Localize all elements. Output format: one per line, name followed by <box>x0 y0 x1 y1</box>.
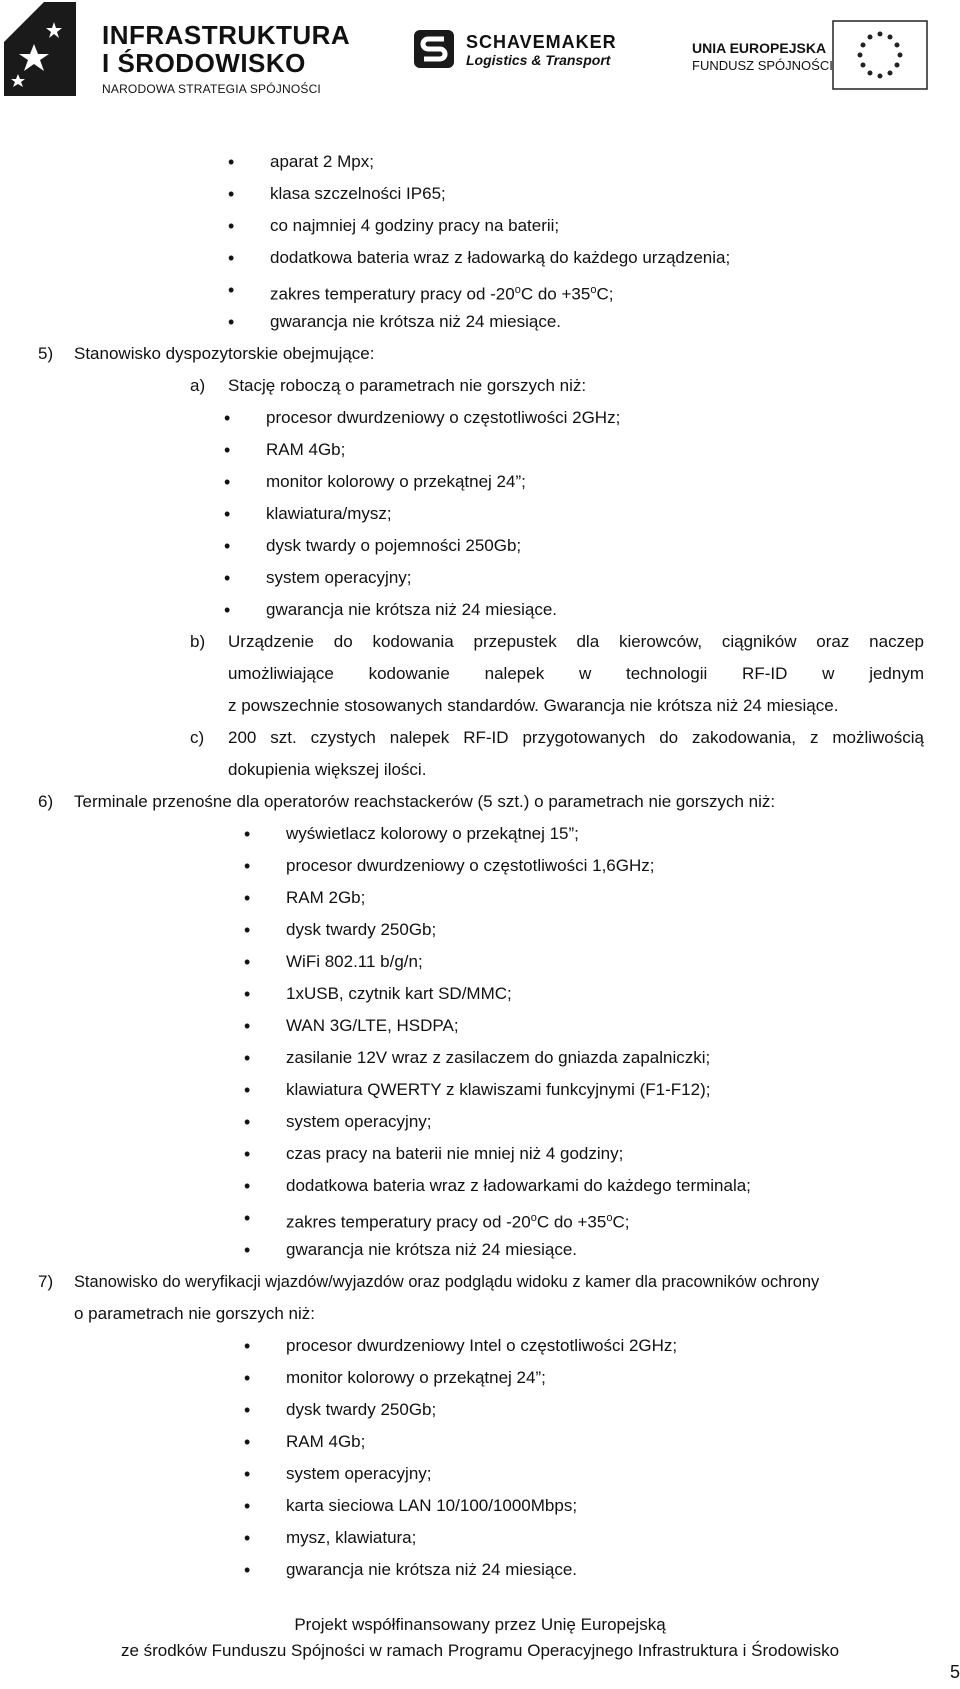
list-item: • klawiatura/mysz; <box>266 498 392 530</box>
temp-mid: C do +35 <box>536 1212 607 1232</box>
section-title: Terminale przenośne dla operatorów reachstackerów (5 szt.) o parametrach nie gorszych niż: <box>74 792 776 811</box>
eu-line-2: FUNDUSZ SPÓJNOŚCI <box>692 58 833 73</box>
temp-mid: C do +35 <box>520 284 591 304</box>
eu-logo <box>692 20 942 92</box>
list-item: • procesor dwurdzeniowy o częstotliwości 2GHz; <box>266 402 620 434</box>
temp-end: C; <box>612 1212 630 1232</box>
temp-start: zakres temperatury pracy od -20 <box>270 284 515 304</box>
list-item: • RAM 2Gb; <box>286 882 365 914</box>
list-item: • klawiatura QWERTY z klawiszami funkcyjnymi (F1-F12); <box>286 1074 710 1106</box>
list-item: • dodatkowa bateria wraz z ładowarkami do każdego terminala; <box>286 1170 751 1202</box>
infrastruktura-logo <box>4 2 351 98</box>
list-item: • system operacyjny; <box>286 1458 432 1490</box>
page-footer <box>0 1612 960 1664</box>
page-number: 5 <box>949 1662 960 1682</box>
subsection-label: c) <box>190 728 205 747</box>
list-item: • procesor dwurdzeniowy o częstotliwości 1,6GHz; <box>286 850 654 882</box>
list-item: • zasilanie 12V wraz z zasilaczem do gniazda zapalniczki; <box>286 1042 710 1074</box>
temp-end: C; <box>596 284 614 304</box>
list-item: • gwarancja nie krótsza niż 24 miesiące. <box>286 1234 577 1266</box>
list-item: • gwarancja nie krótsza niż 24 miesiące. <box>286 1554 577 1586</box>
temp-sup: o <box>606 1212 613 1224</box>
section-number: 5) <box>38 344 54 363</box>
list-item: • gwarancja nie krótsza niż 24 miesiące. <box>270 306 561 338</box>
list-item: • procesor dwurdzeniowy Intel o częstotliwości 2GHz; <box>286 1330 677 1362</box>
section-number: 6) <box>38 792 54 811</box>
eu-stars-flag-icon <box>832 20 928 90</box>
list-item: • dysk twardy 250Gb; <box>286 1394 436 1426</box>
eu-line-1: UNIA EUROPEJSKA <box>692 40 827 56</box>
logo-line-2: I ŚRODOWISKO <box>102 48 306 78</box>
list-item: • system operacyjny; <box>286 1106 432 1138</box>
temp-sup: o <box>530 1212 537 1224</box>
schavemaker-tagline: Logistics & Transport <box>466 52 611 68</box>
list-item: • WiFi 802.11 b/g/n; <box>286 946 423 978</box>
footer-line-2: ze środków Funduszu Spójności w ramach Programu Operacyjnego Infrastruktura i Środowisko <box>120 1641 840 1660</box>
section-title: Stanowisko dyspozytorskie obejmujące: <box>74 344 375 363</box>
footer-line-1: Projekt współfinansowany przez Unię Europejską <box>294 1615 666 1634</box>
schavemaker-name: SCHAVEMAKER <box>466 32 617 52</box>
list-item: • dodatkowa bateria wraz z ładowarką do każdego urządzenia; <box>270 242 730 274</box>
list-item: • monitor kolorowy o przekątnej 24”; <box>266 466 526 498</box>
list-item: • dysk twardy o pojemności 250Gb; <box>266 530 521 562</box>
paragraph-line: dokupienia większej ilości. <box>228 760 427 779</box>
star-figure-icon <box>4 2 76 96</box>
list-item: • mysz, klawiatura; <box>286 1522 416 1554</box>
list-item: • 1xUSB, czytnik kart SD/MMC; <box>286 978 512 1010</box>
logo-line-1: INFRASTRUKTURA <box>102 20 351 50</box>
temp-start: zakres temperatury pracy od -20 <box>286 1212 531 1232</box>
list-item: • klasa szczelności IP65; <box>270 178 446 210</box>
paragraph-line: umożliwiające kodowanie nalepek w technologii RF-ID w jednym <box>228 664 924 683</box>
subsection-title: Stację roboczą o parametrach nie gorszych niż: <box>228 376 587 395</box>
paragraph-line: 200 szt. czystych nalepek RF-ID przygotowanych do zakodowania, z możliwością <box>228 728 924 747</box>
temp-sup: o <box>590 284 597 296</box>
list-item: • WAN 3G/LTE, HSDPA; <box>286 1010 459 1042</box>
list-item: • RAM 4Gb; <box>266 434 345 466</box>
list-item: • gwarancja nie krótsza niż 24 miesiące. <box>266 594 557 626</box>
paragraph-line: z powszechnie stosowanych standardów. Gwarancja nie krótsza niż 24 miesiące. <box>228 696 839 715</box>
page-header <box>0 0 960 100</box>
subsection-label: b) <box>190 632 206 651</box>
s-mark-icon <box>414 30 454 68</box>
list-item: • aparat 2 Mpx; <box>270 146 374 178</box>
list-item: • RAM 4Gb; <box>286 1426 365 1458</box>
section-number: 7) <box>38 1272 54 1291</box>
list-item: • monitor kolorowy o przekątnej 24”; <box>286 1362 546 1394</box>
list-item: • co najmniej 4 godziny pracy na baterii; <box>270 210 559 242</box>
schavemaker-logo <box>414 30 634 74</box>
temp-sup: o <box>514 284 521 296</box>
list-item: • wyświetlacz kolorowy o przekątnej 15”; <box>286 818 579 850</box>
subsection-label: a) <box>190 376 206 395</box>
section-title: Stanowisko do weryfikacji wjazdów/wyjazdów oraz podglądu widoku z kamer dla pracowników ochrony <box>74 1273 820 1291</box>
section-title-cont: o parametrach nie gorszych niż: <box>74 1304 315 1323</box>
list-item: • system operacyjny; <box>266 562 412 594</box>
logo-line-3: NARODOWA STRATEGIA SPÓJNOŚCI <box>102 82 321 96</box>
list-item: • karta sieciowa LAN 10/100/1000Mbps; <box>286 1490 577 1522</box>
list-item: • dysk twardy 250Gb; <box>286 914 436 946</box>
paragraph-line: Urządzenie do kodowania przepustek dla kierowców, ciągników oraz naczep <box>228 632 924 651</box>
list-item: • czas pracy na baterii nie mniej niż 4 godziny; <box>286 1138 623 1170</box>
